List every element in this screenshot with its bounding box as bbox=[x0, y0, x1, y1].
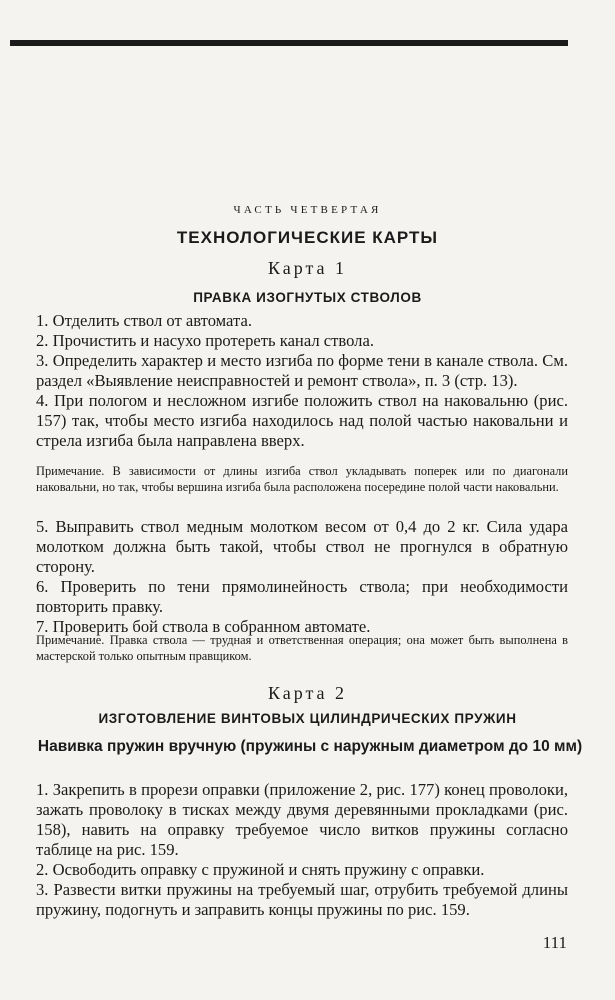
step-1: 1. Отделить ствол от автомата. bbox=[36, 311, 252, 330]
section-title: ТЕХНОЛОГИЧЕСКИЕ КАРТЫ bbox=[176, 228, 439, 247]
step-3: 3. Определить характер и место изгиба по форме тени в канале ствола. См. раздел «Выявление неисправностей и ремонт ствола», п. 3 (стр. 13). bbox=[36, 351, 568, 390]
step-4: 4. При пологом и несложном изгибе положить ствол на наковальню (рис. 157) так, чтобы место изгиба находилось над полой частью наковальни и стрела изгиба была направлена вверх. bbox=[36, 391, 568, 450]
top-rule bbox=[10, 40, 568, 46]
card-1-label: Карта 1 bbox=[267, 258, 348, 278]
card-1-steps bbox=[36, 311, 568, 451]
card-2-subheading: Навивка пружин вручную (пружины с наружным диаметром до 10 мм) bbox=[37, 738, 583, 755]
step-2: 2. Освободить оправку с пружиной и снять пружину с оправки. bbox=[36, 860, 485, 879]
card-1-note-1: Примечание. В зависимости от длины изгиба ствол укладывать поперек или по диагонали наковальни, но так, чтобы вершина изгиба была расположена посередине полой части наковальни. bbox=[36, 464, 568, 494]
step-3: 3. Развести витки пружины на требуемый шаг, отрубить требуемой длины пружину, подогнуть и заправить концы пружины по рис. 159. bbox=[36, 880, 568, 919]
step-6: 6. Проверить по тени прямолинейность ствола; при необходимости повторить правку. bbox=[36, 577, 568, 616]
card-2-steps bbox=[36, 780, 568, 920]
card-1-note-2: Примечание. Правка ствола — трудная и ответственная операция; она может быть выполнена в мастерской только опытным правщиком. bbox=[36, 633, 568, 663]
step-2: 2. Прочистить и насухо протереть канал ствола. bbox=[36, 331, 374, 350]
card-1-steps-cont bbox=[36, 517, 568, 637]
card-1-heading: ПРАВКА ИЗОГНУТЫХ СТВОЛОВ bbox=[193, 290, 422, 305]
part-label: ЧАСТЬ ЧЕТВЕРТАЯ bbox=[233, 204, 382, 216]
card-2-label: Карта 2 bbox=[267, 683, 348, 703]
step-5: 5. Выправить ствол медным молотком весом от 0,4 до 2 кг. Сила удара молотком должна быть такой, чтобы ствол не прогнулся в обратную сторону. bbox=[36, 517, 568, 576]
page-number: 111 bbox=[542, 933, 567, 952]
step-1: 1. Закрепить в прорези оправки (приложение 2, рис. 177) конец проволоки, зажать проволоку в тисках между двумя деревянными прокладками (рис. 158), навить на оправку требуемое число витков пружины согласно таблице на рис. 159. bbox=[36, 780, 568, 859]
step-7: 7. Проверить бой ствола в собранном автомате. bbox=[36, 617, 371, 636]
card-2-heading: ИЗГОТОВЛЕНИЕ ВИНТОВЫХ ЦИЛИНДРИЧЕСКИХ ПРУЖИН bbox=[98, 711, 517, 726]
